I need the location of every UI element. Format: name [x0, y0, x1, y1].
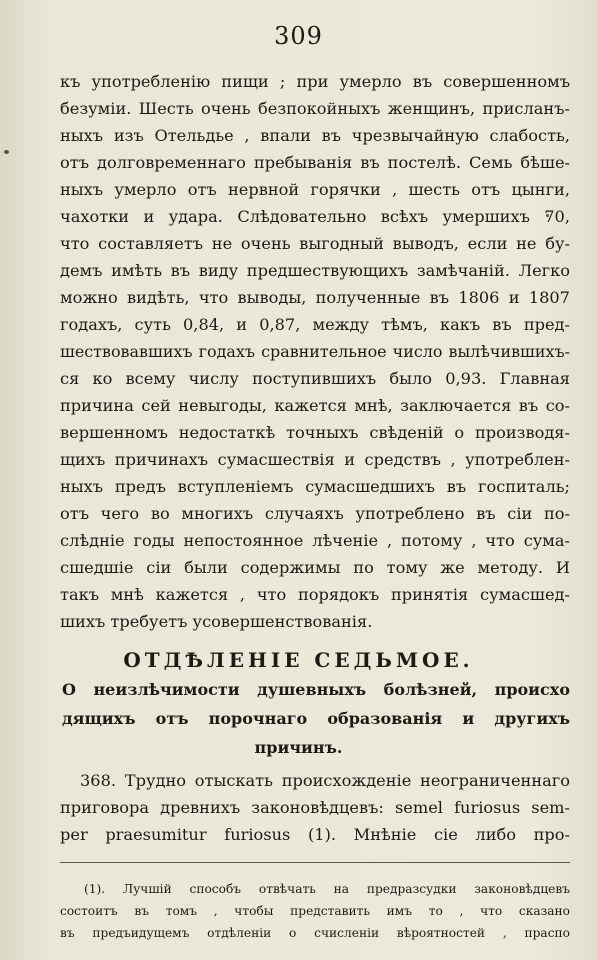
text-line: отъ долговременнаго пребыванія въ постелѣ. Семь бѣше-	[60, 153, 570, 172]
text-line: годахъ, суть 0,84, и 0,87, между тѣмъ, какъ въ пред-	[60, 315, 570, 334]
text-line: такъ мнѣ кажется , что порядокъ принятія сумасшед-	[60, 585, 570, 604]
paragraph-line: приговора древнихъ законовѣдцевъ: semel furiosus sem-	[60, 798, 570, 817]
paragraph-line: 368. Трудно отыскать происхожденіе неограниченнаго	[80, 771, 570, 790]
text-line: что составляетъ не очень выгодный выводъ, если не бу-	[60, 234, 570, 253]
text-line: безуміи. Шесть очень безпокойныхъ женщинъ, присланъ-	[60, 99, 570, 118]
ink-speck	[4, 150, 9, 154]
text-line: сшедшіе сіи были содержимы по тому же методу. И	[60, 558, 570, 577]
text-line: ныхъ изъ Отельдье , впали въ чрезвычайную слабость,	[60, 126, 570, 145]
text-line: чахотки и удара. Слѣдовательно всѣхъ умершихъ 70,	[60, 207, 570, 226]
section-subheading-line: дящихъ отъ порочнаго образованія и другихъ	[62, 709, 570, 728]
text-line: къ употребленію пищи ; при умерло въ совершенномъ	[60, 72, 570, 91]
text-line: ныхъ предъ вступленіемъ сумасшедшихъ въ госпиталь;	[60, 477, 570, 496]
text-line: вершенномъ недостаткѣ точныхъ свѣденій о производя-	[60, 423, 570, 442]
paragraph-line: per praesumitur furiosus (1). Мнѣніе сіе либо про-	[60, 825, 570, 844]
section-heading: ОТДѢЛЕНІЕ СЕДЬМОЕ.	[123, 648, 474, 672]
text-line: можно видѣть, что выводы, полученные въ 1806 и 1807	[60, 288, 570, 307]
text-line: ся ко всему числу поступившихъ было 0,93. Главная	[60, 369, 570, 388]
text-line: отъ чего во многихъ случаяхъ употреблено въ сіи по-	[60, 504, 570, 523]
text-line: слѣдніе годы непостоянное лѣченіе , потому , что сума-	[60, 531, 570, 550]
text-line: ныхъ умерло отъ нервной горячки , шесть отъ цынги,	[60, 180, 570, 199]
section-subheading-line: О неизлѣчимости душевныхъ болѣзней, происхо	[62, 680, 570, 699]
footnote-divider	[60, 862, 570, 863]
text-line: причина сей невыгоды, кажется мнѣ, заключается въ со-	[60, 396, 570, 415]
footnote-line: въ предъидущемъ отдѣленіи о счисленіи вѣроятностей , праспо	[60, 926, 570, 940]
text-line: шествовавшихъ годахъ сравнительное число вылѣчившихъ-	[60, 342, 570, 361]
text-line: шихъ требуетъ усовершенствованія.	[60, 612, 373, 631]
footnote-line: состоитъ въ томъ , чтобы представить имъ то , что сказано	[60, 904, 570, 918]
text-line: щихъ причинахъ сумасшествія и средствъ , употреблен-	[60, 450, 570, 469]
footnote-line: (1). Лучшій способъ отвѣчать на предразсудки законовѣдцевъ	[84, 882, 570, 896]
text-line: демъ имѣть въ виду предшествующихъ замѣчаній. Легко	[60, 261, 570, 280]
section-subheading-line: причинъ.	[254, 738, 343, 757]
page-number: 309	[274, 22, 323, 50]
